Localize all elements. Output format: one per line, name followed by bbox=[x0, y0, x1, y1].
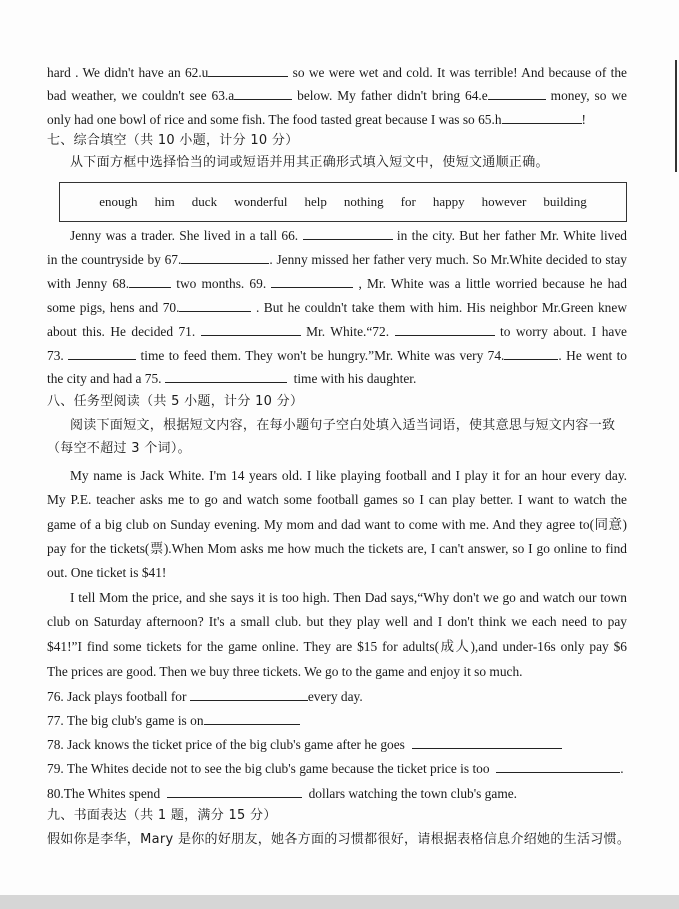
text: 80.The Whites spend bbox=[47, 786, 161, 801]
blank-78[interactable] bbox=[412, 736, 562, 749]
text-line bbox=[47, 111, 627, 128]
blank-69[interactable] bbox=[271, 275, 353, 288]
text: Mr. White.“72. bbox=[306, 324, 390, 339]
text: every day. bbox=[307, 689, 363, 704]
text-line: My P.E. teacher asks me to go and watch some football games so I can play better. I want to watch the bbox=[47, 492, 627, 507]
blank-74[interactable] bbox=[504, 347, 558, 360]
text-line bbox=[70, 227, 627, 244]
blank-77[interactable] bbox=[204, 712, 300, 725]
text: Jenny was a trader. She lived in a tall 66. bbox=[70, 228, 299, 243]
text: two months. 69. bbox=[176, 276, 267, 291]
section-8-instruction: 阅读下面短文，根据短文内容，在每小题句子空白处填入适当词语，使其意思与短文内容一致 bbox=[70, 418, 616, 433]
text: only had one bowl of rice and some fish. The food tasted great because I was so 65.h bbox=[47, 112, 502, 127]
text: in the countryside by 67. bbox=[47, 252, 182, 267]
text: . But he couldn't take them with him. His neighbor Mr.Green knew bbox=[255, 300, 627, 315]
blank-64[interactable] bbox=[488, 87, 546, 100]
blank-72[interactable] bbox=[395, 323, 495, 336]
word-option: happy bbox=[432, 194, 465, 209]
text: some pigs, hens and 70. bbox=[47, 300, 180, 315]
word-option: nothing bbox=[343, 194, 384, 209]
text-line: I tell Mom the price, and she says it is too high. Then Dad says,“Why don't we go and watch our town bbox=[70, 590, 627, 605]
page-bottom-bar bbox=[0, 895, 679, 909]
text-line: The prices are good. Then we buy three tickets. We go to the game and enjoy it so much. bbox=[47, 664, 523, 679]
section-9-instruction: 假如你是李华，Mary 是你的好朋友，她各方面的习惯都很好，请根据表格信息介绍她的生活习惯。 bbox=[47, 832, 631, 847]
text: dollars watching the town club's game. bbox=[308, 786, 518, 801]
text: below. My father didn't bring 64.e bbox=[297, 88, 488, 103]
text: in the city. But her father Mr. White lived bbox=[396, 228, 627, 243]
blank-71[interactable] bbox=[201, 323, 301, 336]
word-option: wonderful bbox=[234, 194, 288, 209]
text: the city and had a 75. bbox=[47, 371, 162, 386]
text-line bbox=[47, 87, 627, 104]
text-line: My name is Jack White. I'm 14 years old. I like playing football and I play it for an hour every day. bbox=[70, 468, 627, 483]
text-line bbox=[47, 251, 627, 268]
text: 76. Jack plays football for bbox=[47, 689, 187, 704]
text: bad weather, we couldn't see 63.a bbox=[47, 88, 235, 103]
text-line bbox=[47, 299, 627, 316]
section-7-instruction: 从下面方框中选择恰当的词或短语并用其正确形式填入短文中，使短文通顺正确。 bbox=[70, 155, 549, 170]
text: hard . We didn't have an 62.u bbox=[47, 65, 209, 80]
blank-79[interactable] bbox=[496, 760, 620, 773]
word-bank bbox=[59, 182, 627, 222]
text: to worry about. I have bbox=[499, 324, 627, 339]
text: about this. He decided 71. bbox=[47, 324, 196, 339]
text: 77. The big club's game is on bbox=[47, 713, 204, 728]
word-option: him bbox=[154, 194, 175, 209]
blank-73[interactable] bbox=[68, 347, 136, 360]
word-option: duck bbox=[191, 194, 218, 209]
text: 73. bbox=[47, 348, 64, 363]
text: . Jenny missed her father very much. So Mr.White decided to stay bbox=[269, 252, 627, 267]
section-8-title: 八、任务型阅读（共 5 小题，计分 10 分） bbox=[47, 394, 304, 409]
text: . bbox=[620, 761, 624, 776]
blank-65[interactable] bbox=[502, 111, 582, 124]
word-option: for bbox=[400, 194, 416, 209]
text-line bbox=[47, 64, 627, 81]
text-line bbox=[47, 370, 627, 387]
text-line: pay for the tickets(票).When Mom asks me how much the tickets are, I can't answer, so I go online to find bbox=[47, 541, 627, 556]
text-line bbox=[47, 275, 627, 292]
blank-66[interactable] bbox=[303, 227, 393, 240]
blank-62[interactable] bbox=[208, 64, 288, 77]
text: 79. The Whites decide not to see the big club's game because the ticket price is too bbox=[47, 761, 490, 776]
text: time with his daughter. bbox=[293, 371, 417, 386]
text-line: game of a big club on Sunday evening. My mom and dad want to come with me. And they agree to(同意) bbox=[47, 517, 627, 532]
question-79 bbox=[47, 760, 627, 777]
text-line bbox=[47, 347, 627, 364]
blank-68[interactable] bbox=[129, 275, 171, 288]
text-line bbox=[47, 323, 627, 340]
question-76 bbox=[47, 688, 627, 705]
text: money, so we bbox=[550, 88, 627, 103]
text-line: out. One ticket is $41! bbox=[47, 565, 167, 580]
text: . He went to bbox=[558, 348, 627, 363]
text: time to feed them. They won't be hungry.”Mr. White was very 74. bbox=[140, 348, 505, 363]
text: ! bbox=[581, 112, 587, 127]
text: , Mr. White was a little worried because he had bbox=[358, 276, 627, 291]
section-8-instruction-2: （每空不超过 3 个词）。 bbox=[47, 441, 191, 456]
section-7-title: 七、综合填空（共 10 小题，计分 10 分） bbox=[47, 133, 299, 148]
blank-80[interactable] bbox=[167, 785, 302, 798]
question-80 bbox=[47, 785, 627, 802]
blank-75[interactable] bbox=[165, 370, 287, 383]
question-78 bbox=[47, 736, 627, 753]
text: so we were wet and cold. It was terrible! And because of the bbox=[292, 65, 627, 80]
blank-70[interactable] bbox=[179, 299, 251, 312]
text: with Jenny 68. bbox=[47, 276, 130, 291]
margin-line bbox=[675, 60, 677, 172]
text: 78. Jack knows the ticket price of the big club's game after he goes bbox=[47, 737, 405, 752]
word-option: building bbox=[543, 194, 587, 209]
blank-76[interactable] bbox=[190, 688, 308, 701]
section-9-title: 九、书面表达（共 1 题，满分 15 分） bbox=[47, 808, 277, 823]
word-option: enough bbox=[99, 194, 138, 209]
word-option: help bbox=[304, 194, 327, 209]
word-option: however bbox=[481, 194, 527, 209]
blank-63[interactable] bbox=[234, 87, 292, 100]
text-line: $41!”I find some tickets for the game online. They are $15 for adults(成人),and under-16s only pay $6 bbox=[47, 639, 627, 654]
blank-67[interactable] bbox=[181, 251, 269, 264]
text-line: club on Saturday afternoon? It's a small club. but they play well and I don't think we each need to pay bbox=[47, 614, 627, 629]
question-77 bbox=[47, 712, 627, 729]
